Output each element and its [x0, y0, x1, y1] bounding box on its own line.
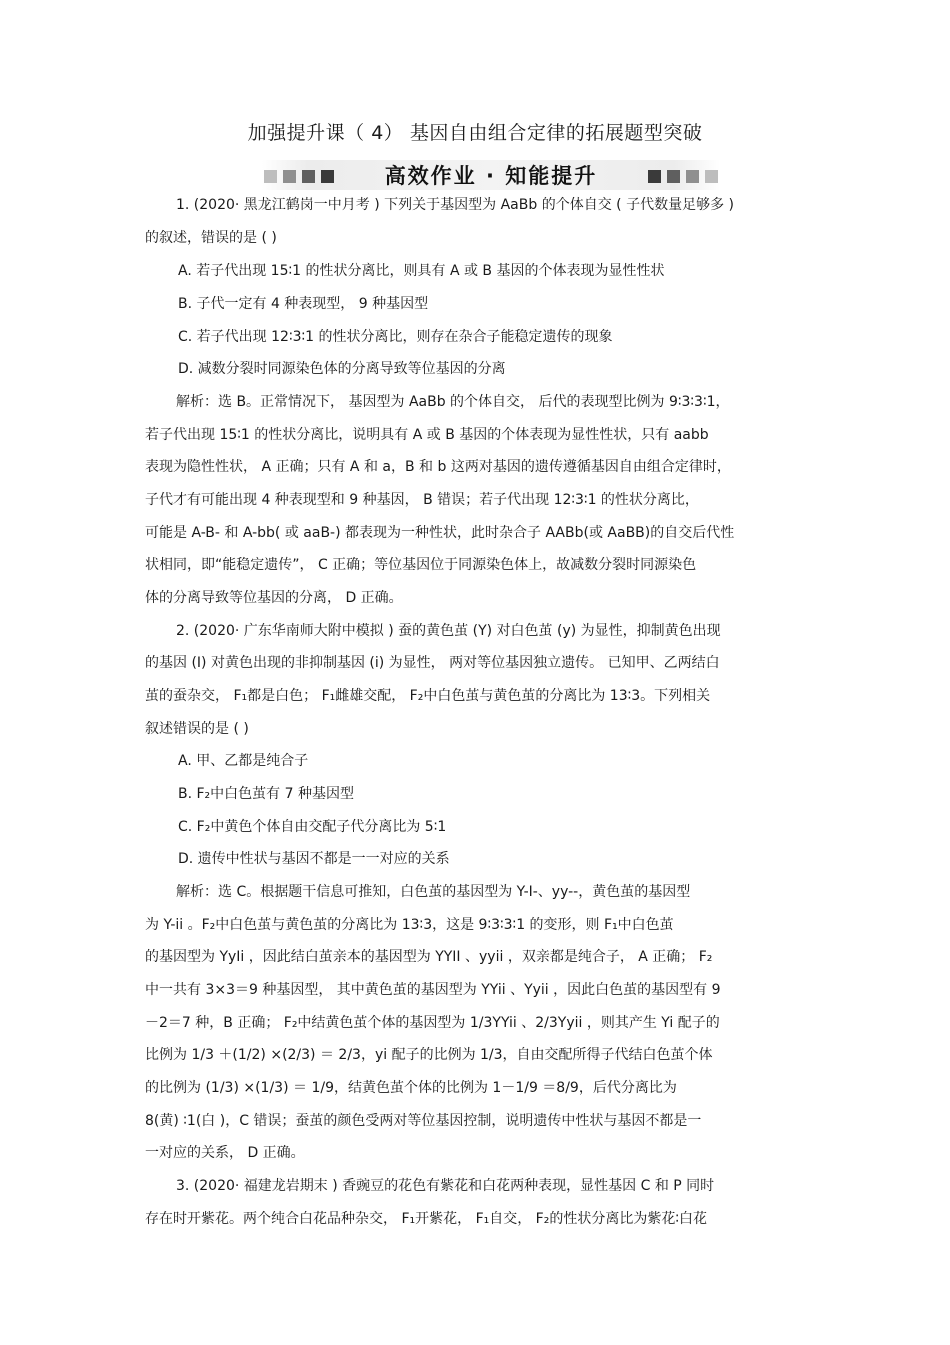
- section-banner: [262, 160, 720, 190]
- banner-block: [302, 170, 315, 183]
- question-2-analysis-line: －2＝7 种，B 正确； F₂中结黄色茧个体的基因型为 1/3YYii 、2/3Yyii ，则其产生 Yi 配子的: [145, 1015, 720, 1031]
- question-2-option-a: A. 甲、乙都是纯合子: [178, 753, 309, 769]
- question-2-option-b: B. F₂中白色茧有 7 种基因型: [178, 786, 354, 802]
- question-2-analysis-line: 中一共有 3×3＝9 种基因型， 其中黄色茧的基因型为 YYii 、Yyii ，因此白色茧的基因型有 9: [145, 982, 721, 998]
- question-1-option-d: D. 减数分裂时同源染色体的分离导致等位基因的分离: [178, 361, 506, 377]
- question-2-option-c: C. F₂中黄色个体自由交配子代分离比为 5∶1: [178, 819, 447, 835]
- banner-left-blocks: [264, 170, 334, 183]
- banner-block: [321, 170, 334, 183]
- question-1-analysis-line: 状相同，即“能稳定遗传”， C 正确；等位基因位于同源染色体上，故减数分裂时同源染色: [145, 557, 697, 573]
- question-3-stem-cont: 存在时开紫花。两个纯合白花品种杂交， F₁开紫花， F₁自交， F₂的性状分离比为紫花∶白花: [145, 1211, 707, 1227]
- question-2-stem-cont: 叙述错误的是 ( ): [145, 721, 249, 737]
- question-2-analysis-line: 一对应的关系， D 正确。: [145, 1145, 305, 1161]
- question-1-analysis-line: 可能是 A-B- 和 A-bb( 或 aaB-) 都表现为一种性状，此时杂合子 AABb(或 AaBB)的自交后代性: [145, 525, 735, 541]
- question-2-analysis-line: 8(黄) ∶1(白 )，C 错误；蚕茧的颜色受两对等位基因控制，说明遗传中性状与基因不都是一: [145, 1113, 702, 1129]
- question-2-stem: 2. (2020· 广东华南师大附中模拟 ) 蚕的黄色茧 (Y) 对白色茧 (y) 为显性，抑制黄色出现: [176, 623, 721, 639]
- banner-block: [705, 170, 718, 183]
- question-1-stem: 1. (2020· 黑龙江鹤岗一中月考 ) 下列关于基因型为 AaBb 的个体自交 ( 子代数量足够多 ): [176, 197, 734, 213]
- question-1-option-b: B. 子代一定有 4 种表现型， 9 种基因型: [178, 296, 429, 312]
- question-1-analysis-line: 若子代出现 15∶1 的性状分离比，说明具有 A 或 B 基因的个体表现为显性性状，只有 aabb: [145, 427, 709, 443]
- question-2-analysis-line: 比例为 1/3 ＋(1/2) ×(2/3) ＝ 2/3，yi 配子的比例为 1/3，自由交配所得子代结白色茧个体: [145, 1047, 713, 1063]
- question-1-analysis: 解析：选 B。正常情况下， 基因型为 AaBb 的个体自交， 后代的表现型比例为 9∶3∶3∶1，: [176, 394, 730, 410]
- question-2-analysis-line: 的比例为 (1/3) ×(1/3) ＝ 1/9，结黄色茧个体的比例为 1－1/9 ＝8/9，后代分离比为: [145, 1080, 677, 1096]
- question-2-stem-cont: 茧的蚕杂交， F₁都是白色； F₁雌雄交配， F₂中白色茧与黄色茧的分离比为 13∶3。下列相关: [145, 688, 711, 704]
- question-1-analysis-line: 体的分离导致等位基因的分离， D 正确。: [145, 590, 403, 606]
- question-1-analysis-line: 表现为隐性性状， A 正确；只有 A 和 a，B 和 b 这两对基因的遗传遵循基因自由组合定律时，: [145, 459, 731, 475]
- banner-block: [667, 170, 680, 183]
- banner-block: [686, 170, 699, 183]
- banner-block: [283, 170, 296, 183]
- question-2-analysis-line: 为 Y-ii 。F₂中白色茧与黄色茧的分离比为 13∶3，这是 9∶3∶3∶1 的变形，则 F₁中白色茧: [145, 917, 674, 933]
- question-2-option-d: D. 遗传中性状与基因不都是一一对应的关系: [178, 851, 450, 867]
- question-1-option-c: C. 若子代出现 12∶3∶1 的性状分离比，则存在杂合子能稳定遗传的现象: [178, 329, 613, 345]
- banner-block: [648, 170, 661, 183]
- banner-block: [264, 170, 277, 183]
- question-1-option-a: A. 若子代出现 15∶1 的性状分离比，则具有 A 或 B 基因的个体表现为显性性状: [178, 263, 665, 279]
- question-3-stem: 3. (2020· 福建龙岩期末 ) 香豌豆的花色有紫花和白花两种表现，显性基因 C 和 P 同时: [176, 1178, 715, 1194]
- page-title: 加强提升课（ 4） 基因自由组合定律的拓展题型突破: [247, 122, 703, 144]
- question-2-analysis: 解析：选 C。根据题干信息可推知，白色茧的基因型为 Y-I-、yy--，黄色茧的基因型: [176, 884, 691, 900]
- banner-right-blocks: [648, 170, 718, 183]
- question-1-stem-cont: 的叙述，错误的是 ( ): [145, 230, 277, 246]
- question-2-stem-cont: 的基因 (I) 对黄色出现的非抑制基因 (i) 为显性， 两对等位基因独立遗传。 已知甲、乙两结白: [145, 655, 720, 671]
- question-2-analysis-line: 的基因型为 YyIi ，因此结白茧亲本的基因型为 YYII 、yyii ，双亲都是纯合子， A 正确； F₂: [145, 949, 713, 965]
- banner-text: 高效作业 · 知能提升: [384, 164, 598, 188]
- question-1-analysis-line: 子代才有可能出现 4 种表现型和 9 种基因， B 错误；若子代出现 12∶3∶1 的性状分离比，: [145, 492, 699, 508]
